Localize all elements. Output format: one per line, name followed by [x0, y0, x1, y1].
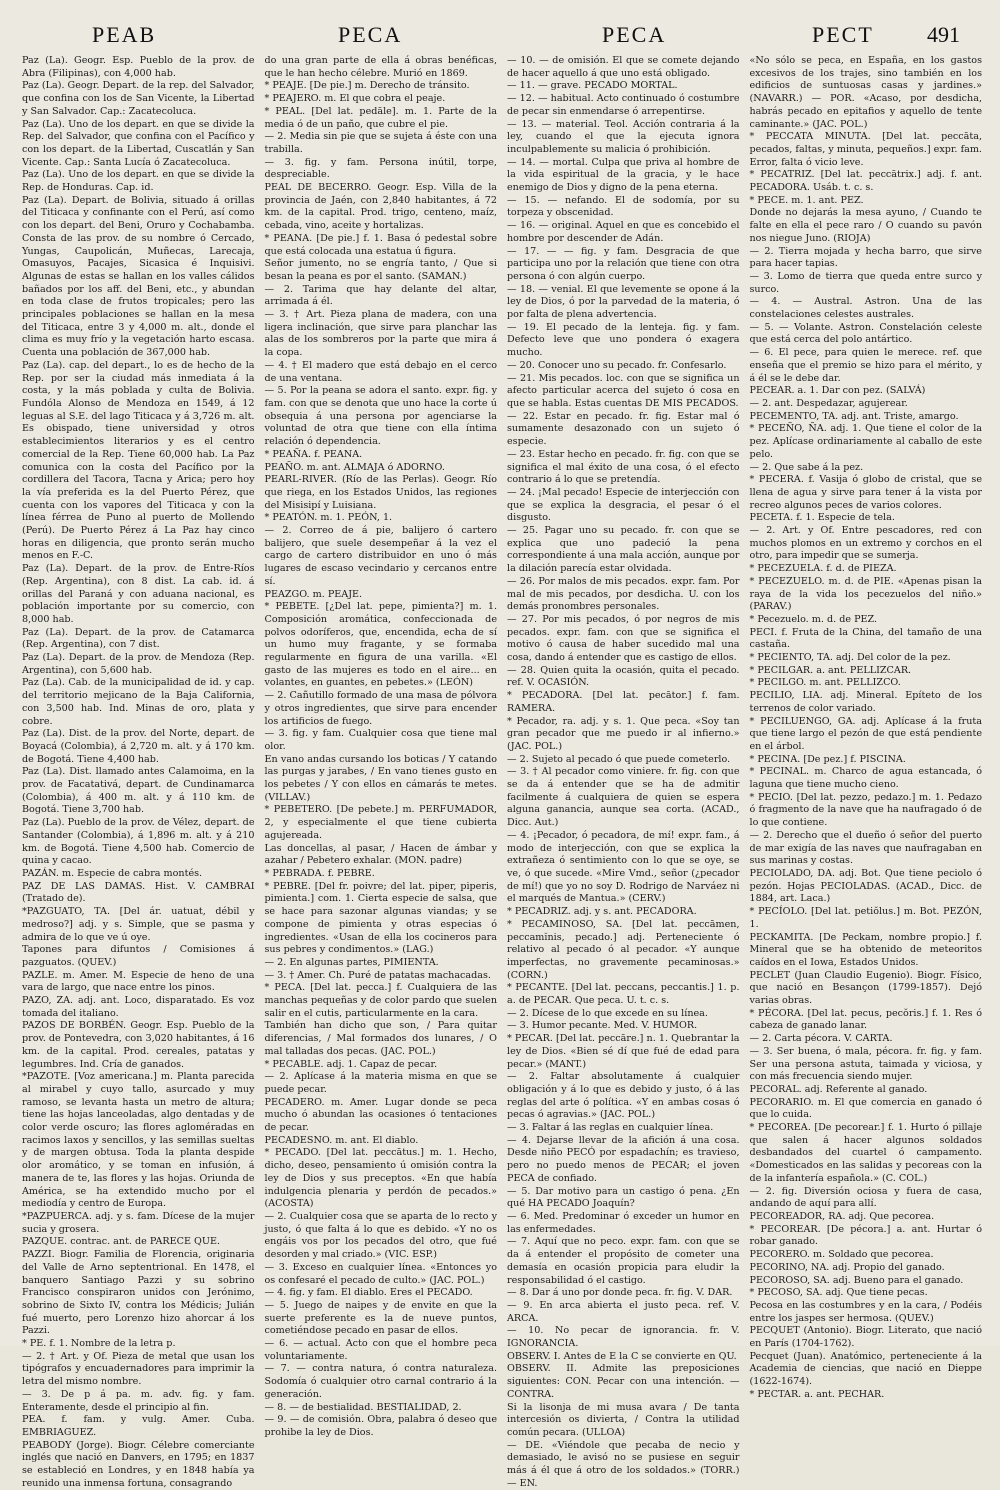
dictionary-entry: PEABODY (Jorge). Biogr. Célebre comerciante inglés que nació en Danvers, en 1795; en 1837 se estableció en Londres, y en 1848 había ya reunido una inmensa fortuna, consagrando [22, 1439, 255, 1489]
dictionary-entry: Paz (La). Geogr. Depart. de la rep. del Salvador, que confina con los de San Vicente, la Libertad y San Salvador. Cap.: Zacatecoluca. [22, 80, 255, 117]
dictionary-entry: * PECAMINOSO, SA. [Del lat. peccāmen, peccamĭnis, pecado.] adj. Perteneciente ó relativo al pecado ó al pecador. «Y aunque imperfectas, no gravemente pecaminosas.» (CORN.) [507, 918, 740, 981]
dictionary-entry: — 7. — contra natura, ó contra naturaleza. Sodomía ó cualquier otro carnal contrario á la generación. [264, 1363, 497, 1400]
dictionary-entry: — 26. Por malos de mis pecados. expr. fam. Por mal de mis pecados, por desdicha. U. con los demás pronombres personales. [507, 575, 740, 613]
dictionary-entry: * PEANA. [De pie.] f. 1. Basa ó pedestal sobre que está colocada una estatua ú figura. [264, 232, 497, 257]
dictionary-entry: PECORARIO. m. El que comercia en ganado ó que lo cuida. [749, 1096, 982, 1121]
dictionary-entry: — 18. — venial. El que levemente se opone á la ley de Dios, ó por la parvedad de la materia, ó por falta de plena advertencia. [507, 283, 740, 321]
dictionary-entry: PEAL DE BECERRO. Geogr. Esp. Villa de la provincia de Jaén, con 2,840 habitantes, á 72 km. de la capital. Prod. trigo, centeno, maíz, cebada, vino, aceite y hortalizas. [264, 182, 497, 232]
dictionary-entry: — 4. † El madero que está debajo en el cerco de una ventana. [264, 359, 497, 384]
dictionary-entry: — 4. ¡Pecador, ó pecadora, de mí! expr. fam., á modo de interjección, con que se explica la extrañeza ó sentimiento con lo que se oye, se ve, ó que sucede. «Mire Vmd., señor (¿pecador de mí!) que yo no soy D. Rodrigo de Narváez ni el marqués de Mantua.» (CERV.) [507, 829, 740, 905]
dictionary-entry: PECETA. f. 1. Especie de tela. [749, 512, 895, 524]
dictionary-entry: — 2. En algunas partes, PIMIENTA. [264, 956, 439, 968]
dictionary-entry: — 3. Ser buena, ó mala, pécora. fr. fig. y fam. Ser una persona astuta, taimada y viciosa, y con más frecuencia siendo mujer. [749, 1045, 982, 1083]
dictionary-entry: — 2. Art. y Of. Entre pescadores, red con muchos plomos en un extremo y corchos en el otro, para impedir que se sumerja. [749, 525, 982, 562]
dictionary-entry: * PECÍOLO. [Del lat. petiŏlus.] m. Bot. PEZÓN, 1. [749, 906, 982, 930]
dictionary-entry: — 3. fig. y fam. Persona inútil, torpe, despreciable. [264, 156, 497, 181]
dictionary-entry: — 14. — mortal. Culpa que priva al hombre de la vida espiritual de la gracia, y le hace enemigo de Dios y digno de la pena eterna. [507, 156, 740, 194]
dictionary-entry: OBSERV. I. Antes de E la C se convierte en QU. [507, 1350, 737, 1362]
dictionary-entry: — 25. Pagar uno su pecado. fr. con que se explica que uno padeció la pena correspondiente á una mala acción, aunque por la dilación parecía estar olvidada. [507, 525, 740, 575]
dictionary-entry: * PEBETERO. [De pebete.] m. PERFUMADOR, 2, y especialmente el que tiene cubierta agujereada. [264, 804, 497, 841]
dictionary-entry: * PEBRADA. f. PEBRE. [264, 868, 375, 879]
dictionary-entry: — 3. Lomo de tierra que queda entre surco y surco. [749, 270, 982, 295]
guide-word: PEAB [92, 22, 157, 47]
dictionary-entry: — 5. Dar motivo para un castigo ó pena. ¿En qué HA PECADO Joaquín? [507, 1185, 740, 1210]
dictionary-entry: — 3. fig. y fam. Cualquier cosa que tiene mal olor. [264, 728, 497, 752]
dictionary-entry: Si la lisonja de mi musa avara / De tanta intercesión os divierta, / Contra la utilidad común pecara. (ULLOA) [507, 1401, 740, 1438]
columns [22, 55, 982, 1489]
dictionary-entry: — 2. ant. Despedazar, agujerear. [749, 397, 908, 409]
dictionary-entry: — 8. — de bestialidad. BESTIALIDAD, 2. [264, 1401, 462, 1413]
column-3 [507, 55, 740, 1489]
dictionary-entry: * PEAL. [Del lat. pedāle]. m. 1. Parte de la media ó de un paño, que cubre el pie. [264, 105, 497, 130]
dictionary-entry: Paz (La). Depart. de Bolivia, situado á orillas del Titicaca y confinante con el Perú, así como con los depart. del Beni, Oruro y Cochabamba. Consta de las prov. de su nombre ó Cercado, Yungas, Caupolicán, Muñecas, Larecaja, Omasuyos, Pacajes, Sicasica é Inquisivi. Algunas de estas se hallan en los valles cálidos bañados por los aff. del Beni, etc., y abundan en toda clase de frutos tropicales; pero las principales poblaciones se hallan en la mesa del Titicaca, entre 3 y 4,000 m. alt., donde el clima es muy frío y la vegetación harto escasa. Cuenta una población de 367,000 hab. [22, 194, 255, 359]
dictionary-entry: Paz (La). Depart. de la prov. de Mendoza (Rep. Argentina), con 5,600 hab. [22, 652, 255, 676]
dictionary-entry: — 2. Cañutillo formado de una masa de pólvora y otros ingredientes, que sirve para encender los artificios de fuego. [264, 690, 497, 727]
dictionary-entry: — 9. — de comisión. Obra, palabra ó deseo que prohibe la ley de Dios. [264, 1414, 497, 1438]
dictionary-entry: — 16. — original. Aquel en que es concebido el hombre por descender de Adán. [507, 220, 740, 244]
dictionary-entry: Paz (La). Depart. de la prov. de Entre-Ríos (Rep. Argentina), con 8 dist. La cab. id. á orillas del Paraná y con aduana nacional, es población importante por su comercio, con 8,000 hab. [22, 563, 255, 625]
dictionary-entry: PECORERO. m. Soldado que pecorea. [749, 1249, 934, 1261]
dictionary-entry: — 2. † Art. y Of. Pieza de metal que usan los tipógrafos y encuadernadores para imprimir la letra del mismo nombre. [22, 1350, 255, 1388]
dictionary-entry: — 4. Dejarse llevar de la afición á una cosa. Desde niño PECÓ por espadachín; es travieso, pero no puedo menos de PECAR; el joven PECA de confiado. [507, 1134, 740, 1184]
dictionary-entry: * PECOREA. [De pecorear.] f. 1. Hurto ó pillaje que salen á hacer algunos soldados desbandados del cuartel ó campamento. «Domesticados en las salidas y pecoreas con la de la infantería española.» (C. COL.) [749, 1122, 982, 1184]
dictionary-entry: * PEAJE. [De pie.] m. Derecho de tránsito. [264, 80, 470, 92]
dictionary-entry: Paz (La). Dist. llamado antes Calamoima, en la prov. de Facatativá, depart. de Cundinamarca (Colombia), á 400 m. alt. y á 110 km. de Bogotá. Tiene 3,700 hab. [22, 766, 255, 816]
dictionary-entry: — 2. fig. Diversión ociosa y fuera de casa, andando de aquí para allí. [749, 1185, 982, 1210]
dictionary-entry: PECLET (Juan Claudio Eugenio). Biogr. Físico, que nació en Besançon (1799-1857). Dejó varias obras. [749, 969, 982, 1007]
dictionary-entry: «No sólo se peca, en España, en los gastos excesivos de los trajes, sino también en los edificios de suntuosas casas y jardines.» (NAVARR.) — POR. «Acaso, por desdicha, habrás pecado en epitafios y aquello de tente caminante.» (JAC. POL.) [749, 55, 982, 130]
dictionary-entry: También han dicho que son, / Para quitar diferencias, / Mal formados dos lunares, / O mal talladas dos pecas. (JAC. POL.) [264, 1020, 497, 1057]
dictionary-entry: Paz (La). Cab. de la municipalidad de id. y cap. del territorio mejicano de la Baja California, con 3,500 hab. Ind. Minas de oro, plata y cobre. [22, 677, 255, 727]
dictionary-entry: — 19. El pecado de la lenteja. fig. y fam. Defecto leve que uno pondera ó exagera mucho. [507, 321, 740, 359]
dictionary-entry: — 2. Correo de á pie, balijero ó cartero balijero, que suele desempeñar á la vez el cargo de cartero distribuidor en uno ó más lugares de escaso vecindario y cercanos entre sí. [264, 525, 497, 587]
dictionary-entry: PECKAMITA. [De Peckam, nombre propio.] f. Mineral que se ha obtenido de meteoritos caídos en el Iowa, Estados Unidos. [749, 931, 982, 968]
dictionary-entry: PECADERO. m. Amer. Lugar donde se peca mucho ó abundan las ocasiones ó tentaciones de pecar. [264, 1096, 497, 1134]
dictionary-entry: — 3. Exceso en cualquier línea. «Entonces yo os confesaré el pecado de culto.» (JAC. POL.) [264, 1261, 497, 1286]
dictionary-entry: *PAZGUATO, TA. [Del ár. uatuat, débil y medroso?] adj. y s. Simple, que se pasma y admira de lo que ve ú oye. [22, 906, 255, 943]
dictionary-entry: * PECOSO, SA. adj. Que tiene pecas. [749, 1287, 928, 1299]
dictionary-entry: — 2. Derecho que el dueño ó señor del puerto de mar exigía de las naves que naufragaban en sus marinas y costas. [749, 829, 982, 867]
dictionary-entry: — 4. — Austral. Astron. Una de las constelaciones celestes australes. [749, 296, 982, 321]
dictionary-entry: PECQUET (Antonio). Biogr. Literato, que nació en París (1704-1762). [749, 1325, 982, 1350]
dictionary-entry: — 2. Carta pécora. V. CARTA. [749, 1033, 893, 1045]
dictionary-entry: *PAZPUERCA. adj. y s. fam. Dícese de la mujer sucia y grosera. [22, 1210, 255, 1235]
dictionary-entry: PEAZGO. m. PEAJE. [264, 588, 363, 600]
dictionary-entry: * PECEZUELA. f. d. de PIEZA. [749, 563, 897, 575]
dictionary-entry: — 2. Tarima que hay delante del altar, arrimada á él. [264, 283, 497, 308]
dictionary-entry: * PEAJERO. m. El que cobra el peaje. [264, 93, 446, 105]
dictionary-entry: Pecosa en las costumbres y en la cara, / Podéis entre los jaspes ser hermosa. (QUEV.) [749, 1299, 982, 1324]
dictionary-entry: * PEATÓN. m. 1. PEÓN, 1. [264, 512, 393, 524]
dictionary-entry: * PECINAL. m. Charco de agua estancada, ó laguna que tiene mucho cieno. [749, 766, 982, 791]
dictionary-entry: * PÉCORA. [Del lat. pecus, pecŏris.] f. 1. Res ó cabeza de ganado lanar. [749, 1007, 982, 1032]
dictionary-entry: * PECERA. f. Vasija ó globo de cristal, que se llena de agua y sirve para tener á la vista por recreo algunos peces de varios colores. [749, 474, 982, 511]
guide-word: PECA [338, 22, 403, 47]
dictionary-entry: PAZZI. Biogr. Familia de Florencia, originaria del Valle de Arno septentrional. En 1478, el banquero Santiago Pazzi y su sobrino Francisco conspiraron unidos con Jerónimo, sobrino de Sixto IV, contra los Médicis; Julián fué muerto, pero Lorenzo hizo ahorcar á los Pazzi. [22, 1249, 255, 1337]
dictionary-entry: — 5. — Volante. Astron. Constelación celeste que está cerca del polo antártico. [749, 321, 982, 346]
dictionary-entry: — 20. Conocer uno su pecado. fr. Confesarlo. [507, 359, 727, 371]
dictionary-entry: * PECATRIZ. [Del lat. peccātrix.] adj. f. ant. PECADORA. Usáb. t. c. s. [749, 169, 982, 194]
dictionary-entry: — 2. Sujeto al pecado ó que puede cometerlo. [507, 753, 731, 765]
dictionary-entry: * Pecezuelo. m. d. de PEZ. [749, 613, 878, 625]
dictionary-entry: * PECADO. [Del lat. peccātus.] m. 1. Hecho, dicho, deseo, pensamiento ú omisión contra la ley de Dios y sus preceptos. «En que había indulgencia plenaria y perdón de pecados.» (ACOSTA) [264, 1147, 497, 1210]
dictionary-entry: * PEBETE. [¿Del lat. pepe, pimienta?] m. 1. Composición aromática, confeccionada de polvos odoríferos, que, encendida, echa de sí un humo muy fragante, y se formaba regularmente en figura de una varilla. «El gasto de las mujeres es todo en el aire... en volantes, en guantes, en pebetes.» (LEÓN) [264, 601, 497, 689]
dictionary-entry: Paz (La). Uno de los depart. en que se divide la Rep. del Salvador, que confina con el Pacífico y con los depart. de la Libertad, Cuscatlán y San Vicente. Cap.: Santa Lucía ó Zacatecoluca. [22, 118, 255, 168]
dictionary-entry: — 7. Aquí que no peco. expr. fam. con que se da á entender el propósito de cometer una demasía en ocasión propicia para eludir la responsabilidad ó el castigo. [507, 1236, 740, 1286]
dictionary-entry: — 2. Tierra mojada y hecha barro, que sirve para hacer tapias. [749, 245, 982, 270]
dictionary-entry: Tapones para difuntos / Comisiones á pazguatos. (QUEV.) [22, 944, 255, 968]
page-header [70, 22, 960, 52]
dictionary-entry: *PAZOTE. [Voz americana.] m. Planta parecida al mirabel y cuyo tallo, asurcado y muy ramoso, se levanta hasta un metro de altura; tiene las hojas lanceoladas, algo dentadas y de color verde oscuro; las flores agloméradas en racimos laxos y sencillos, y las semillas sueltas y de margen obtusa. Toda la planta despide olor aromático, y se toman en infusión, á manera de te, las flores y las hojas. Oriunda de América, se ha extendido mucho por el mediodía y centro de Europa. [22, 1071, 255, 1210]
dictionary-entry: — 5. Juego de naipes y de envite en que la suerte preferente es la de nueve puntos, cometiéndose pecado en pasar de ellos. [264, 1299, 497, 1337]
dictionary-entry: PECORINO, NA. adj. Propio del ganado. [749, 1261, 945, 1273]
dictionary-entry: PECADESNO. m. ant. El diablo. [264, 1134, 419, 1146]
guide-word: PECT [812, 22, 874, 47]
dictionary-entry: — 5. Por la peana se adora el santo. expr. fig. y fam. con que se denota que uno hace la corte ú obsequia á una persona por agenciarse la voluntad de otra que tiene con ella íntima relación ó dependencia. [264, 385, 497, 448]
dictionary-entry: Paz (La). Uno de los depart. en que se divide la Rep. de Honduras. Cap. id. [22, 169, 255, 194]
dictionary-entry: PECOREADOR, RA. adj. Que pecorea. [749, 1210, 935, 1222]
dictionary-entry: PECORAL. adj. Referente al ganado. [749, 1083, 928, 1095]
column-4 [749, 55, 983, 1400]
dictionary-entry: — 2. Dícese de lo que excede en su línea. [507, 1007, 708, 1019]
dictionary-entry: * PECEZUELO. m. d. de PIE. «Apenas pisan la raya de la vida los pecezuelos del niño.» (PARAV.) [749, 575, 982, 613]
dictionary-entry: — 9. En arca abierta el justo peca. ref. V. ARCA. [507, 1299, 740, 1324]
dictionary-entry: — 17. — — fig. y fam. Desgracia de que participa uno por la relación que tiene con otra persona ó con algún cuerpo. [507, 245, 740, 282]
dictionary-entry: PAZLE. m. Amer. M. Especie de heno de una vara de largo, que nace entre los pinos. [22, 969, 255, 994]
dictionary-entry: PEARL-RIVER. (Río de las Perlas). Geogr. Río que riega, en los Estados Unidos, las regiones del Misisipí y Luisiana. [264, 474, 497, 511]
dictionary-entry: — 13. — material. Teol. Acción contraria á la ley, cuando el que la ejecuta ignora inculpablemente su malicia ó prohibición. [507, 118, 740, 155]
dictionary-entry: — 4. fig. y fam. El diablo. Eres el PECADO. [264, 1287, 473, 1299]
dictionary-entry: — 2. Aplícase á la materia misma en que se puede pecar. [264, 1071, 497, 1095]
dictionary-entry: * PE. f. 1. Nombre de la letra p. [22, 1338, 176, 1350]
dictionary-entry: * Pecador, ra. adj. y s. 1. Que peca. «Soy tan gran pecador que me puedo ir al infierno.» (JAC. POL.) [507, 715, 740, 752]
dictionary-entry: * PECTAR. a. ant. PECHAR. [749, 1388, 885, 1400]
dictionary-entry: PEA. f. fam. y vulg. Amer. Cuba. EMBRIAGUEZ. [22, 1414, 255, 1438]
dictionary-entry: * PEAÑA. f. PEANA. [264, 448, 363, 460]
dictionary-entry: * PECCATA MINUTA. [Del lat. peccāta, pecados, faltas, y minuta, pequeños.] expr. fam. Error, falta ó vicio leve. [749, 131, 982, 168]
dictionary-entry: Señor jumento, no se engría tanto, / Que si besan la peana es por el santo. (SAMAN.) [264, 258, 497, 282]
dictionary-entry: Paz (La). Dist. de la prov. del Norte, depart. de Boyacá (Colombia), á 2,720 m. alt. y á 170 km. de Bogotá. Tiene 4,400 hab. [22, 728, 255, 765]
dictionary-entry: — 3. † Amer. Ch. Puré de patatas machacadas. [264, 969, 491, 981]
guide-word: PECA [602, 22, 667, 47]
dictionary-entry: * PECEÑO, ÑA. adj. 1. Que tiene el color de la pez. Aplícase ordinariamente al caballo de este pelo. [749, 423, 982, 460]
dictionary-entry: — 27. Por mis pecados, ó por negros de mis pecados. expr. fam. con que se significa el motivo ó causa de haber sucedido mal una cosa, dando á entender que es castigo de ellos. [507, 613, 740, 664]
dictionary-entry: — 3. Humor pecante. Med. V. HUMOR. [507, 1020, 698, 1032]
dictionary-entry: — 3. † Art. Pieza plana de madera, con una ligera inclinación, que sirve para planchar las alas de los sombreros por la parte que mira á la copa. [264, 309, 497, 359]
dictionary-entry: — 3. Faltar á las reglas en cualquier línea. [507, 1122, 714, 1134]
dictionary-entry: — 23. Estar hecho en pecado. fr. fig. con que se significa el mal éxito de una cosa, ó el efecto contrario á lo que se pretendía. [507, 448, 740, 486]
dictionary-entry: * PECANTE. [Del lat. peccans, peccantis.] 1. p. a. de PECAR. Que peca. U. t. c. s. [507, 982, 740, 1007]
dictionary-entry: — 12. — habitual. Acto continuado ó costumbre de pecar sin enmendarse ó arrepentirse. [507, 93, 740, 117]
dictionary-entry: PECILIO, LIA. adj. Mineral. Epíteto de los terrenos de color variado. [749, 690, 982, 714]
dictionary-entry: — 2. Cualquier cosa que se aparta de lo recto y justo, ó que falta á lo que es debido. «Y no os engáis vos por los pecados del otro, que fué desorden y mal criado.» (VIC. ESP.) [264, 1210, 497, 1261]
dictionary-entry: En vano andas cursando los boticas / Y catando las purgas y jarabes, / En vano tienes gusto en los pebetes / Y con ellos en cámarás te metes. (VILLAV.) [264, 753, 497, 803]
dictionary-entry: — 24. ¡Mal pecado! Especie de interjección con que se explica la desgracia, el pesar ó el disgusto. [507, 486, 740, 524]
dictionary-entry: — 2. Faltar absolutamente á cualquier obligación y á lo que es debido y justo, ó á las reglas del arte ó política. «Y en ambas cosas ó pecas ó agravias.» (JAC. POL.) [507, 1071, 740, 1121]
dictionary-entry: — 2. Media sin pie que se sujeta á éste con una trabilla. [264, 131, 497, 155]
dictionary-entry: * PECADORA. [Del lat. pecātor.] f. fam. RAMERA. [507, 690, 740, 714]
dictionary-entry: Paz (La). Pueblo de la prov. de Vélez, depart. de Santander (Colombia), á 1,896 m. alt. y á 210 km. de Bogotá. Tiene 4,500 hab. Comercio de quina y cacao. [22, 817, 255, 867]
dictionary-entry: PAZ DE LAS DAMAS. Hist. V. CAMBRAI (Tratado de). [22, 880, 255, 905]
dictionary-entry: — 2. Que sabe á la pez. [749, 461, 864, 473]
dictionary-entry: PECI. f. Fruta de la China, del tamaño de una castaña. [749, 626, 982, 651]
dictionary-entry: * PECILGAR. a. ant. PELLIZCAR. [749, 664, 912, 676]
column-1 [22, 55, 255, 1489]
dictionary-entry: PAZOS DE BORBÉN. Geogr. Esp. Pueblo de la prov. de Pontevedra, con 3,020 habitantes, á 16 km. de la capital. Prod. cereales, patatas y legumbres. Ind. Cría de ganados. [22, 1020, 255, 1070]
dictionary-entry: — DE. «Viéndole que pecaba de necio y demasiado, le avisó no se pusiese en seguir más á él que á otro de los soldados.» (TORR.) — EN. [507, 1439, 740, 1489]
dictionary-entry: do una gran parte de ella á obras benéficas, que le han hecho célebre. Murió en 1869. [264, 55, 497, 79]
dictionary-entry: * PECA. [Del lat. pecca.] f. Cualquiera de las manchas pequeñas y de color pardo que suelen salir en el cutis, particularmente en la cara. [264, 982, 497, 1019]
dictionary-entry: Paz (La). Geogr. Esp. Pueblo de la prov. de Abra (Filipinas), con 4,000 hab. [22, 55, 255, 79]
dictionary-entry: PECOROSO, SA. adj. Bueno para el ganado. [749, 1274, 964, 1286]
dictionary-entry: * PECIENTO, TA. adj. Del color de la pez. [749, 652, 951, 664]
dictionary-entry: PECEMENTO, TA. adj. ant. Triste, amargo. [749, 410, 959, 422]
dictionary-entry: * PECAR. [Del lat. peccāre.] n. 1. Quebrantar la ley de Dios. «Bien sé dí que fué de edad para pecar.» (MANT.) [507, 1033, 740, 1070]
dictionary-entry: PAZO, ZA. adj. ant. Loco, disparatado. Es voz tomada del italiano. [22, 995, 255, 1019]
dictionary-entry: * PECOREAR. [De pécora.] a. ant. Hurtar ó robar ganado. [749, 1223, 982, 1248]
dictionary-entry: PEAÑO. m. ant. ALMAJA ó ADORNO. [264, 461, 445, 473]
dictionary-entry: — 10. — de omisión. El que se comete dejando de hacer aquello á que uno está obligado. [507, 55, 740, 79]
dictionary-entry: * PEBRE. [Del fr. poivre; del lat. piper, piperis, pimienta.] com. 1. Cierta especie de salsa, que se hace para sazonar algunas viandas; y se compone de pimienta y otras especias ó ingredientes. «Usan de ella los cocineros para sus pebres y condimentos.» (LAG.) [264, 880, 497, 956]
dictionary-entry: * PECABLE. adj. 1. Capaz de pecar. [264, 1058, 438, 1070]
dictionary-entry: — 8. Dar á uno por donde peca. fr. fig. V. DAR. [507, 1287, 733, 1299]
dictionary-entry: — 3. † Al pecador como viniere. fr. fig. con que se da á entender que se ha de admitir facilmente á cualquiera de quien se espera alguna ganancia, aunque sea corta. (ACAD., Dicc. Aut.) [507, 766, 740, 829]
dictionary-entry: — 6. — actual. Acto con que el hombre peca voluntariamente. [264, 1338, 497, 1362]
dictionary-entry: PECEAR. a. 1. Dar con pez. (SALVÁ) [749, 385, 926, 397]
dictionary-entry: * PECILUENGO, GA. adj. Aplícase á la fruta que tiene largo el pezón de que está pendiente en el árbol. [749, 715, 982, 752]
dictionary-entry: Paz (La). Depart. de la prov. de Catamarca (Rep. Argentina), con 7 dist. [22, 626, 255, 651]
dictionary-entry: — 6. El pece, para quien le merece. ref. que enseña que el premio se hizo para el mérito, y á él se le debe dar. [749, 347, 982, 384]
dictionary-entry: — 6. Med. Predominar ó exceder un humor en las enfermedades. [507, 1210, 740, 1235]
page-number: 491 [927, 22, 960, 47]
dictionary-entry: PAZQUE. contrac. ant. de PARECE QUE. [22, 1236, 221, 1248]
dictionary-entry: PECIOLADO, DA. adj. Bot. Que tiene peciolo ó pezón. Hojas PECIOLADAS. (ACAD., Dicc. de 1884, art. Laca.) [749, 868, 982, 905]
dictionary-entry: Donde no dejarás la mesa ayuno, / Cuando te falte en ella el pece raro / O cuando su pavón nos niegue Juno. (RIOJA) [749, 207, 982, 244]
dictionary-entry: * PECADRIZ. adj. y s. ant. PECADORA. [507, 906, 697, 918]
dictionary-entry: Pecquet (Juan). Anatómico, perteneciente á la Academia de ciencias, que nació en Dieppe (1622-1674). [749, 1350, 982, 1388]
dictionary-entry: * PECILGO. m. ant. PELLIZCO. [749, 677, 901, 689]
dictionary-entry: OBSERV. II. Admite las preposiciones siguientes: CON. Pecar con una intención. — CONTRA. [507, 1363, 740, 1400]
dictionary-entry: — 15. — nefando. El de sodomía, por su torpeza y obscenidad. [507, 194, 740, 219]
column-2 [264, 55, 498, 1438]
dictionary-entry: Paz (La). cap. del depart., lo es de hecho de la Rep. por ser la ciudad más inmediata á la costa, y la más poblada y culta de Bolivia. Fundóla Alonso de Mendoza en 1549, á 12 leguas al S.E. del lago Titicaca y á 3,726 m. alt. Es obispado, tiene universidad y otros establecimientos literarios y es el centro comercial de la Rep. Tiene 60,000 hab. La Paz comunica con la costa del Pacífico por la cordillera del Tacora, Tacna y Arica; pero hoy la vía preferida es la del Puerto Pérez, que cuenta con los vapores del Titicaca y con la línea férrea de Puno al puerto de Mollendo (Perú). De Puerto Pérez á La Paz hay cinco horas en diligencia, que pronto serán mucho menos en F.-C. [22, 359, 255, 562]
dictionary-entry: Las doncellas, al pasar, / Hacen de ámbar y azahar / Pebetero exhalar. (MON. padre) [264, 842, 497, 867]
dictionary-entry: — 11. — grave. PECADO MORTAL. [507, 80, 678, 92]
dictionary-entry: — 3. De p á pa. m. adv. fig. y fam. Enteramente, desde el principio al fin. [22, 1388, 255, 1413]
dictionary-entry: — 22. Estar en pecado. fr. fig. Estar mal ó sumamente desazonado con un sujeto ó especie. [507, 410, 740, 448]
dictionary-entry: * PECINA. [De pez.] f. PISCINA. [749, 753, 906, 765]
dictionary-entry: * PECE. m. 1. ant. PEZ. [749, 194, 864, 206]
dictionary-entry: * PECIO. [Del lat. pezzo, pedazo.] m. 1. Pedazo ó fragmento de la nave que ha naufragado ó de lo que contiene. [749, 791, 982, 829]
dictionary-entry: — 10. No pecar de ignorancia. fr. V. IGNORANCIA. [507, 1325, 740, 1350]
dictionary-entry: PAZÁN. m. Especie de cabra montés. [22, 868, 203, 879]
dictionary-entry: — 28. Quien quita la ocasión, quita el pecado. ref. V. OCASIÓN. [507, 664, 740, 689]
dictionary-entry: — 21. Mis pecados. loc. con que se significa un afecto particular acerca del sujeto ó cosa en que se habla. Estas cuentas DE MIS PECADOS. [507, 372, 740, 409]
